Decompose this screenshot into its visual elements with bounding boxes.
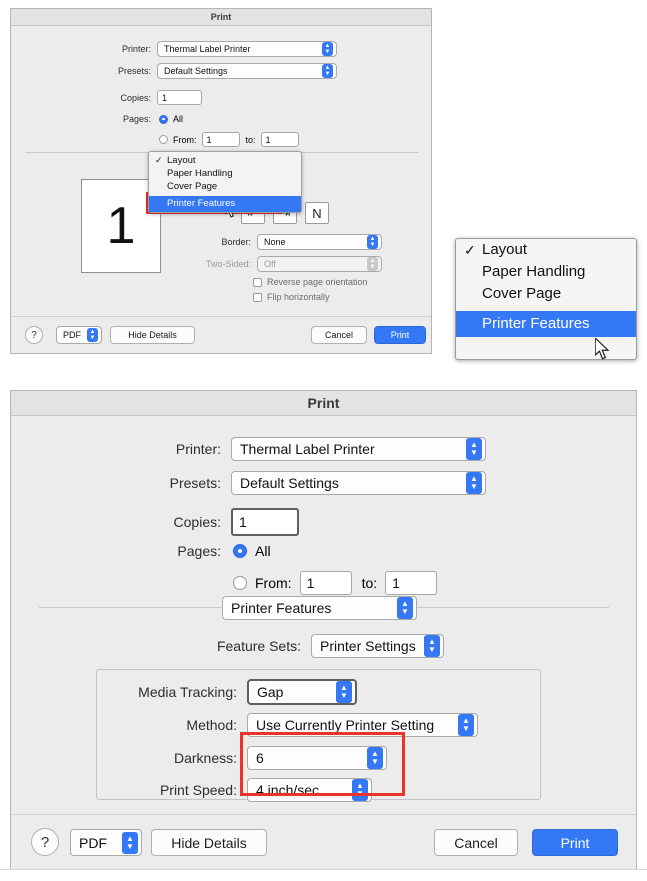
pages-from-label-small: From: bbox=[173, 134, 197, 145]
method-value: Use Currently Printer Setting bbox=[256, 717, 435, 733]
presets-row-large bbox=[11, 471, 636, 495]
method-label: Method: bbox=[186, 717, 237, 733]
copies-input-large[interactable] bbox=[231, 508, 299, 536]
border-select-value-small: None bbox=[264, 237, 286, 247]
flip-horizontally-checkbox-small[interactable] bbox=[253, 293, 262, 302]
chevron-updown-icon: ▲ ▼ bbox=[458, 714, 474, 736]
pages-all-label-small: All bbox=[173, 114, 184, 124]
pages-range-row-small bbox=[11, 132, 431, 147]
menu-item-paper-handling-small[interactable]: Paper Handling bbox=[167, 168, 233, 179]
printer-select-value-large: Thermal Label Printer bbox=[240, 441, 375, 457]
printer-select-small[interactable] bbox=[157, 41, 337, 57]
dialog-footer-large bbox=[11, 814, 636, 869]
print-dialog-large bbox=[10, 390, 637, 870]
pdf-menu-large[interactable] bbox=[70, 829, 142, 856]
print-button-large[interactable]: Print bbox=[532, 829, 618, 856]
darkness-label: Darkness: bbox=[173, 750, 237, 766]
pages-all-radio-large[interactable] bbox=[233, 544, 247, 558]
pages-to-label-small: to: bbox=[245, 134, 256, 145]
copies-input-value-large: 1 bbox=[239, 514, 247, 530]
print-button-small[interactable]: Print bbox=[374, 326, 426, 344]
printer-label-small: Printer: bbox=[121, 44, 151, 54]
cancel-button-small[interactable]: Cancel bbox=[311, 326, 367, 344]
help-button-large[interactable] bbox=[31, 828, 59, 856]
pages-all-radio-small[interactable] bbox=[159, 115, 168, 124]
border-select-small[interactable] bbox=[257, 234, 382, 250]
pages-all-row-small bbox=[11, 114, 431, 124]
chevron-updown-icon: ▲ ▼ bbox=[367, 747, 383, 769]
chevron-updown-icon: ▲ ▼ bbox=[424, 635, 440, 657]
copies-input-small[interactable] bbox=[157, 90, 202, 105]
printer-row-large bbox=[11, 437, 636, 461]
presets-row-small bbox=[11, 63, 431, 79]
copies-row-small bbox=[11, 90, 431, 105]
preview-page-number-small: 1 bbox=[106, 197, 136, 255]
media-tracking-label: Media Tracking: bbox=[138, 684, 237, 700]
print-speed-label: Print Speed: bbox=[159, 782, 237, 798]
two-sided-select-value-small: Off bbox=[264, 259, 276, 269]
chevron-updown-icon: ▲ ▼ bbox=[397, 597, 413, 619]
printer-select-value-small: Thermal Label Printer bbox=[164, 44, 251, 54]
pages-range-radio-large[interactable] bbox=[233, 576, 247, 590]
pdf-label-small: PDF bbox=[63, 330, 81, 340]
pages-from-label-large: From: bbox=[255, 575, 292, 591]
pages-range-row-large bbox=[11, 571, 636, 595]
darkness-select[interactable] bbox=[247, 746, 387, 770]
method-select[interactable] bbox=[247, 713, 478, 737]
pages-all-label-large: All bbox=[255, 543, 271, 559]
presets-label-large: Presets: bbox=[169, 475, 221, 491]
callout-menu-item-cover-page[interactable]: Cover Page bbox=[482, 285, 562, 302]
copies-label-large: Copies: bbox=[173, 514, 221, 530]
pages-range-radio-small[interactable] bbox=[159, 135, 168, 144]
border-label-small: Border: bbox=[221, 237, 251, 247]
reverse-page-orientation-checkbox-small[interactable] bbox=[253, 278, 262, 287]
printer-select-large[interactable] bbox=[231, 437, 486, 461]
feature-sets-value: Printer Settings bbox=[320, 638, 416, 654]
chevron-updown-icon: ▲ ▼ bbox=[466, 472, 482, 494]
chevron-updown-icon: ▲ ▼ bbox=[466, 438, 482, 460]
darkness-value: 6 bbox=[256, 750, 264, 766]
presets-select-large[interactable] bbox=[231, 471, 486, 495]
window-title-small: Print bbox=[11, 9, 431, 26]
pages-to-input-small[interactable] bbox=[261, 132, 299, 147]
dialog-footer-small bbox=[11, 316, 431, 353]
presets-select-value-small: Default Settings bbox=[164, 66, 228, 76]
print-speed-select[interactable] bbox=[247, 778, 372, 802]
pdf-menu-small[interactable] bbox=[56, 326, 102, 344]
callout-menu-item-paper-handling[interactable]: Paper Handling bbox=[482, 263, 586, 280]
flip-row-small bbox=[11, 292, 431, 302]
pages-to-value-large: 1 bbox=[392, 575, 400, 591]
copies-row-large bbox=[11, 508, 636, 536]
pages-from-value-small: 1 bbox=[206, 134, 212, 145]
help-label-large: ? bbox=[40, 833, 50, 851]
pages-to-input-large[interactable] bbox=[385, 571, 437, 595]
menu-item-printer-features-small[interactable]: Printer Features bbox=[149, 196, 301, 212]
flipped-landscape-icon[interactable]: N bbox=[305, 202, 329, 224]
callout-menu-item-printer-features[interactable]: Printer Features bbox=[456, 311, 636, 337]
page-bottom-edge bbox=[0, 869, 647, 881]
cancel-button-large[interactable]: Cancel bbox=[434, 829, 518, 856]
pages-all-row-large bbox=[11, 543, 636, 559]
feature-sets-select[interactable] bbox=[311, 634, 444, 658]
border-row-small bbox=[11, 234, 431, 250]
reverse-page-orientation-label-small: Reverse page orientation bbox=[267, 277, 368, 287]
help-label-small: ? bbox=[31, 329, 37, 341]
pane-select-value-large: Printer Features bbox=[231, 600, 332, 616]
pane-select-large[interactable] bbox=[222, 596, 417, 620]
print-speed-row bbox=[11, 778, 636, 802]
chevron-updown-icon: ▲ ▼ bbox=[367, 257, 378, 271]
presets-label-small: Presets: bbox=[117, 66, 151, 76]
hide-details-button-small[interactable]: Hide Details bbox=[110, 326, 195, 344]
pages-to-label-large: to: bbox=[361, 575, 378, 591]
print-dialog-small bbox=[10, 8, 432, 354]
pages-from-value-large: 1 bbox=[306, 575, 315, 591]
feature-sets-label: Feature Sets: bbox=[216, 638, 301, 654]
two-sided-select-small bbox=[257, 256, 382, 272]
window-title-large: Print bbox=[11, 391, 636, 416]
presets-select-value-large: Default Settings bbox=[240, 475, 339, 491]
pages-label-small: Pages: bbox=[122, 114, 151, 124]
two-sided-label-small: Two-Sided: bbox=[205, 259, 251, 269]
chevron-updown-icon: ▲ ▼ bbox=[122, 832, 138, 854]
flip-horizontally-label-small: Flip horizontally bbox=[267, 292, 330, 302]
feature-sets-row bbox=[11, 634, 636, 658]
chevron-updown-icon: ▲ ▼ bbox=[322, 42, 333, 56]
pdf-label-large: PDF bbox=[79, 834, 107, 851]
chevron-updown-icon: ▲ ▼ bbox=[336, 681, 352, 703]
reverse-row-small bbox=[11, 277, 431, 287]
media-tracking-row bbox=[11, 679, 636, 705]
copies-input-value-small: 1 bbox=[162, 92, 168, 103]
pages-label-large: Pages: bbox=[177, 543, 221, 559]
printer-label-large: Printer: bbox=[175, 441, 221, 457]
menu-item-layout-small[interactable]: ✓ Layout bbox=[149, 154, 301, 167]
copies-label-small: Copies: bbox=[120, 92, 151, 103]
printer-row-small bbox=[11, 41, 431, 57]
pages-to-value-small: 1 bbox=[265, 134, 271, 145]
media-tracking-value: Gap bbox=[257, 684, 284, 700]
print-speed-value: 4 inch/sec. bbox=[256, 782, 323, 798]
help-button-small[interactable] bbox=[25, 326, 43, 344]
chevron-updown-icon: ▲ ▼ bbox=[322, 64, 333, 78]
pane-menu-small[interactable] bbox=[148, 151, 302, 213]
menu-item-cover-page-small[interactable]: Cover Page bbox=[167, 181, 218, 192]
two-sided-row-small bbox=[11, 256, 431, 272]
chevron-updown-icon: ▲ ▼ bbox=[352, 779, 368, 801]
darkness-row bbox=[11, 746, 636, 770]
method-row bbox=[11, 713, 636, 737]
media-tracking-select[interactable] bbox=[247, 679, 357, 705]
hide-details-button-large[interactable]: Hide Details bbox=[151, 829, 267, 856]
presets-select-small[interactable] bbox=[157, 63, 337, 79]
chevron-updown-icon: ▲ ▼ bbox=[367, 235, 378, 249]
callout-menu-item-layout[interactable]: ✓ Layout bbox=[456, 239, 636, 261]
pages-from-input-small[interactable] bbox=[202, 132, 240, 147]
pages-from-input-large[interactable] bbox=[300, 571, 352, 595]
chevron-updown-icon: ▲ ▼ bbox=[87, 328, 98, 342]
